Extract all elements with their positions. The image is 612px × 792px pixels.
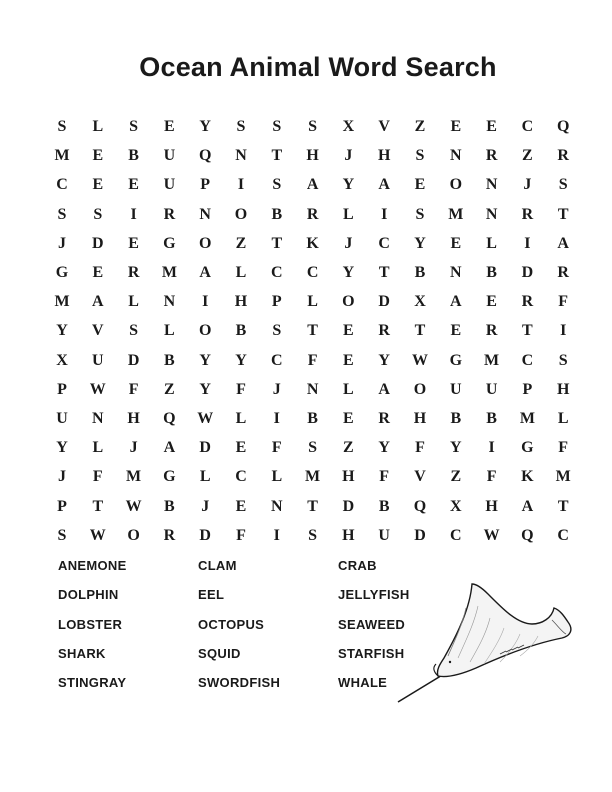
grid-letter: E [235,439,247,457]
grid-letter: S [93,205,103,223]
grid-letter: N [450,147,462,165]
grid-letter: V [414,468,426,486]
grid-letter: S [57,526,67,544]
grid-letter: B [378,497,390,515]
grid-letter: W [412,351,428,369]
grid-letter: E [343,410,354,427]
grid-letter: B [164,497,175,515]
grid-letter: E [486,118,497,135]
grid-letter: Y [199,380,211,398]
grid-letter: R [521,205,534,223]
word-list-item: SQUID [198,645,241,661]
grid-letter: E [486,293,497,311]
grid-letter: B [307,410,318,427]
grid-letter: Y [56,322,68,340]
grid-letter: I [560,322,567,340]
grid-letter: G [163,468,176,486]
grid-letter: B [128,147,139,165]
grid-letter: T [522,322,533,340]
grid-letter: J [344,234,353,252]
grid-letter: D [521,264,534,281]
grid-letter: D [342,497,355,515]
grid-letter: M [161,264,177,281]
grid-letter: O [413,380,427,398]
grid-letter: N [235,147,247,165]
grid-letter: A [306,176,319,194]
grid-letter: Y [414,234,426,252]
grid-letter: R [127,264,140,281]
grid-letter: O [198,234,212,252]
grid-letter: I [130,205,137,223]
grid-letter: D [414,526,426,544]
grid-letter: A [92,293,104,311]
grid-letter: P [200,176,211,194]
grid-letter: F [236,380,246,398]
grid-letter: B [450,410,462,427]
grid-letter: Y [450,439,462,457]
grid-letter: O [342,293,355,311]
grid-letter: C [521,118,534,135]
grid-letter: N [92,410,104,427]
grid-letter: W [125,497,142,515]
grid-letter: Z [164,380,175,398]
grid-letter: I [202,293,209,311]
grid-letter: J [523,176,532,194]
grid-letter: A [521,497,534,515]
grid-letter: W [483,526,500,544]
grid-letter: P [57,380,67,398]
grid-letter: B [486,264,497,281]
grid-letter: M [126,468,142,486]
grid-letter: F [379,468,390,486]
grid-letter: G [449,351,463,369]
grid-letter: T [378,264,390,281]
grid-letter: H [306,147,319,165]
word-list-item: SHARK [58,645,106,661]
grid-letter: M [448,205,464,223]
grid-letter: S [129,322,139,340]
grid-letter: L [235,264,247,281]
grid-letter: L [271,468,283,486]
grid-letter: Q [556,118,570,135]
grid-letter: L [128,293,139,311]
word-list-item: SWORDFISH [198,675,281,691]
grid-letter: H [485,497,498,515]
grid-letter: F [558,293,569,311]
grid-letter: T [557,497,569,515]
grid-letter: U [450,380,462,398]
word-list-item: STINGRAY [58,675,127,691]
grid-letter: W [89,526,106,544]
grid-letter: L [343,205,354,223]
grid-letter: A [557,234,569,252]
grid-letter: Z [343,439,354,457]
grid-letter: N [306,380,319,398]
grid-letter: F [128,380,139,398]
grid-letter: S [308,118,318,135]
grid-letter: C [450,526,462,544]
grid-letter: C [56,176,68,194]
grid-letter: Z [522,147,533,165]
grid-letter: L [199,468,211,486]
grid-letter: R [163,526,176,544]
grid-letter: H [342,468,355,486]
grid-letter: N [485,176,498,194]
grid-letter: Y [342,264,355,281]
grid-letter: D [199,526,211,544]
grid-letter: X [56,351,68,369]
grid-letter: Q [413,497,427,515]
grid-letter: V [92,322,104,340]
grid-letter: T [92,497,104,515]
grid-letter: L [92,118,104,135]
grid-letter: P [271,293,282,311]
grid-letter: Q [163,410,176,427]
grid-letter: S [272,176,282,194]
grid-letter: I [524,234,531,252]
grid-letter: U [378,526,390,544]
grid-letter: U [485,380,498,398]
grid-letter: H [377,147,391,165]
grid-letter: U [163,147,176,165]
grid-letter: G [55,264,69,281]
grid-letter: G [521,439,534,457]
grid-letter: R [557,264,569,281]
grid-letter: F [415,439,425,457]
grid-letter: E [414,176,426,194]
grid-letter: E [450,234,462,252]
grid-letter: W [89,380,106,398]
grid-letter: T [557,205,569,223]
grid-letter: S [558,176,568,194]
grid-letter: O [449,176,463,194]
grid-letter: R [306,205,319,223]
word-list-item: ANEMONE [58,558,127,573]
grid-letter: F [307,351,318,369]
grid-letter: E [128,234,139,252]
grid-letter: F [271,439,282,457]
grid-letter: T [307,497,318,515]
grid-letter: Z [235,234,247,252]
grid-letter: T [271,234,283,252]
grid-letter: B [235,322,247,340]
grid-letter: N [271,497,283,515]
grid-letter: H [127,410,140,427]
grid-letter: S [129,118,139,135]
grid-letter: Q [521,526,534,544]
grid-letter: L [486,234,497,252]
grid-letter: I [381,205,388,223]
word-list-item: OCTOPUS [198,616,265,632]
grid-letter: N [450,264,462,281]
grid-letter: E [343,351,354,369]
grid-letter: R [557,147,569,165]
grid-letter: X [342,118,355,135]
grid-letter: I [488,439,495,457]
grid-letter: L [235,410,247,427]
word-list-item: CLAM [198,558,237,573]
grid-letter: O [127,526,140,544]
grid-letter: B [271,205,283,223]
grid-letter: L [92,439,104,457]
grid-letter: A [450,293,462,311]
grid-letter: T [307,322,318,340]
grid-letter: Y [199,351,211,369]
grid-letter: E [92,147,104,165]
grid-letter: Y [235,351,247,369]
grid-letter: A [199,264,211,281]
grid-letter: H [413,410,427,427]
grid-letter: D [378,293,390,311]
grid-letter: J [201,497,210,515]
grid-letter: H [234,293,248,311]
grid-letter: X [414,293,426,311]
grid-letter: I [237,176,245,194]
grid-letter: E [128,176,139,194]
grid-letter: E [92,176,104,194]
grid-letter: M [519,410,535,427]
grid-letter: D [92,234,104,252]
grid-letter: Y [378,351,390,369]
grid-letter: W [197,410,214,427]
grid-letter: J [58,468,66,486]
grid-letter: K [521,468,534,486]
grid-letter: C [271,351,283,369]
grid-letter: N [163,293,176,311]
page-title: Ocean Animal Word Search [139,52,497,82]
word-list-item: STARFISH [338,645,405,661]
grid-letter: S [558,351,568,369]
grid-letter: T [271,147,283,165]
grid-letter: B [486,410,497,427]
grid-letter: O [234,205,248,223]
grid-letter: U [92,351,104,369]
grid-letter: L [307,293,318,311]
grid-letter: N [485,205,498,223]
grid-letter: I [273,410,280,427]
grid-letter: M [305,468,321,486]
grid-letter: V [378,118,390,135]
grid-letter: E [450,322,462,340]
grid-letter: S [415,205,425,223]
grid-letter: L [343,380,354,398]
grid-letter: C [521,351,534,369]
grid-letter: D [199,439,211,457]
grid-letter: P [522,380,533,398]
grid-letter: H [556,380,570,398]
grid-letter: S [272,118,282,135]
grid-letter: F [236,526,246,544]
grid-letter: S [308,439,318,457]
grid-letter: Z [414,118,426,135]
grid-letter: E [235,497,247,515]
grid-letter: F [92,468,103,486]
grid-letter: X [450,497,462,515]
grid-letter: K [306,234,319,252]
grid-letter: N [199,205,211,223]
grid-letter: O [198,322,212,340]
grid-letter: B [414,264,426,281]
grid-letter: I [273,526,280,544]
grid-letter: M [54,147,70,165]
grid-letter: S [236,118,246,135]
stingray-illustration [392,578,577,706]
grid-letter: Y [378,439,390,457]
grid-letter: R [378,410,390,427]
grid-letter: A [163,439,176,457]
grid-letter: E [343,322,354,340]
grid-letter: H [342,526,355,544]
grid-letter: E [92,264,104,281]
grid-letter: E [450,118,462,135]
grid-letter: S [415,147,425,165]
grid-letter: J [272,380,281,398]
grid-letter: Q [198,147,212,165]
grid-letter: J [58,234,66,252]
grid-letter: D [127,351,140,369]
grid-letter: S [57,118,67,135]
grid-letter: Y [342,176,355,194]
grid-letter: P [57,497,67,515]
word-list-item: SEAWEED [338,616,406,632]
grid-letter: A [378,176,390,194]
grid-letter: C [235,468,247,486]
word-list-item: WHALE [338,675,388,691]
grid-letter: C [557,526,569,544]
grid-letter: G [163,234,176,252]
grid-letter: B [164,351,175,369]
grid-letter: R [485,147,498,165]
grid-letter: L [557,410,569,427]
word-list-item: CRAB [338,558,377,573]
word-list-item: EEL [198,587,225,603]
word-list-item: LOBSTER [58,616,123,632]
grid-letter: J [129,439,138,457]
grid-letter: M [484,351,500,369]
grid-letter: S [308,526,318,544]
grid-letter: U [163,176,176,194]
grid-letter: F [486,468,497,486]
grid-letter: E [164,118,175,135]
word-list-item: JELLYFISH [338,587,410,603]
grid-letter: U [56,410,68,427]
grid-letter: A [378,380,390,398]
grid-letter: L [164,322,175,340]
grid-letter: Z [450,468,462,486]
grid-letter: Y [199,118,211,135]
grid-letter: R [378,322,390,340]
grid-letter: F [558,439,569,457]
grid-letter: R [163,205,176,223]
grid-letter: Y [56,439,68,457]
grid-letter: C [306,264,319,281]
grid-letter: C [271,264,283,281]
grid-letter: M [555,468,571,486]
grid-letter: S [272,322,282,340]
grid-letter: M [54,293,70,311]
grid-letter: T [414,322,426,340]
word-list-item: DOLPHIN [58,587,119,603]
grid-letter: S [57,205,67,223]
grid-letter: J [344,147,353,165]
grid-letter: R [485,322,498,340]
grid-letter: C [378,234,390,252]
grid-letter: R [521,293,534,311]
